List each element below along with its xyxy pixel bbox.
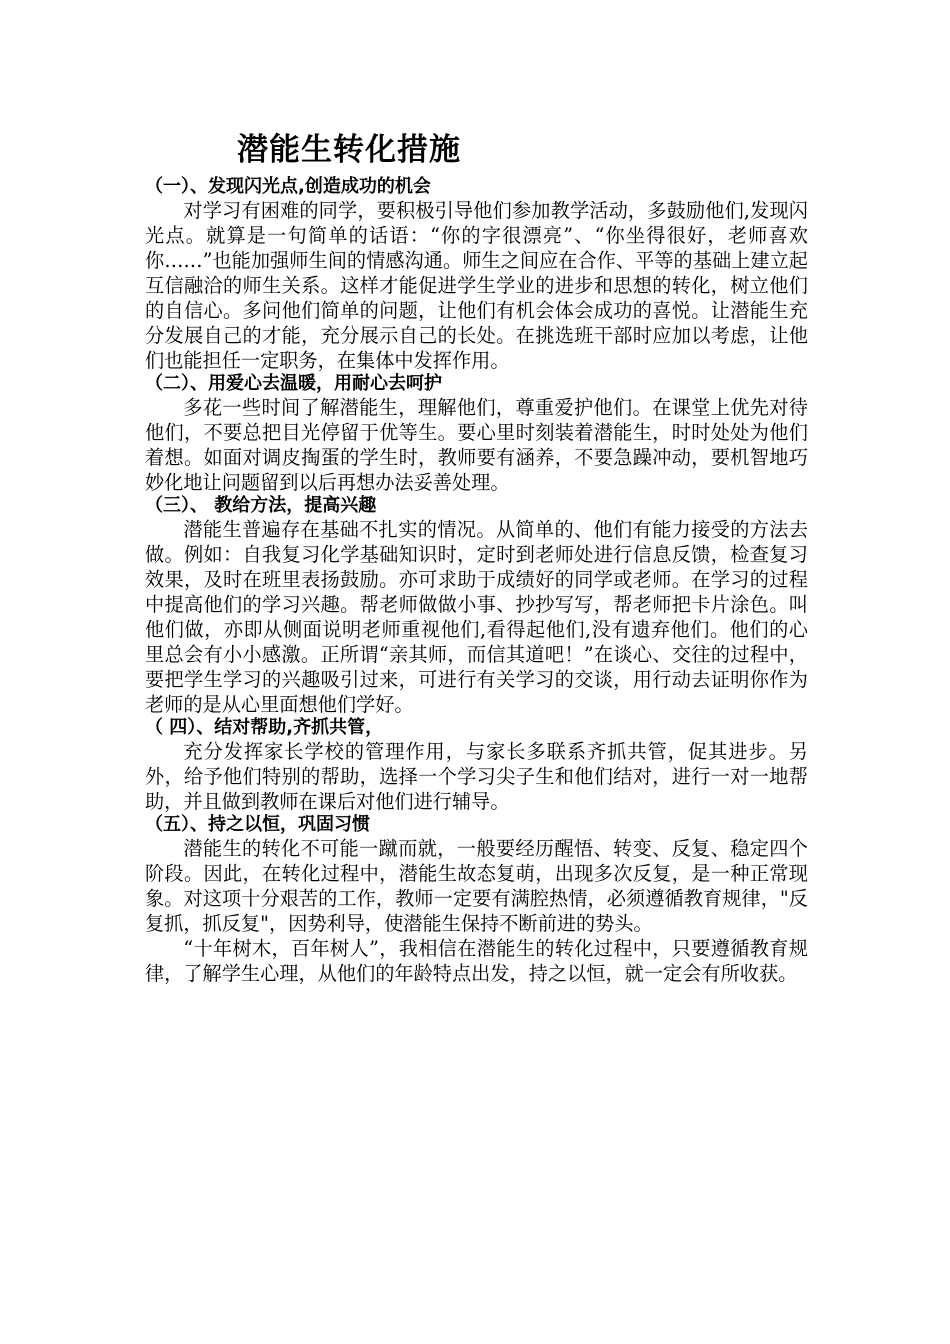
section-paragraph: 对学习有困难的同学，要积极引导他们参加教学活动，多鼓励他们,发现闪光点。就算是一句简单的话语：“你的字很漂亮”、“你坐得很好，老师喜欢你……”也能加强师生间的情感沟通。师生之间应在合作、平等的基础上建立起互信融洽的师生关系。这样才能促进学生学业的进步和思想的转化，树立他们的自信心。多问他们简单的问题，让他们有机会体会成功的喜悦。让潜能生充分发展自己的才能，充分展示自己的长处。在挑选班干部时应加以考虑，让他们也能担任一定职务，在集体中发挥作用。 [145,199,808,372]
section-3 [145,495,808,717]
section-5 [145,814,808,986]
closing-paragraph: “十年树木，百年树人”，我相信在潜能生的转化过程中，只要遵循教育规律，了解学生心理，从他们的年龄特点出发，持之以恒，就一定会有所收获。 [145,937,808,985]
section-1 [145,176,808,373]
section-heading: （三）、 教给方法，提高兴趣 [145,495,377,516]
section-paragraph: 充分发挥家长学校的管理作用，与家长多联系齐抓共管，促其进步。另外，给予他们特别的帮助，选择一个学习尖子生和他们结对，进行一对一地帮助，并且做到教师在课后对他们进行辅导。 [145,740,808,813]
section-heading: （一）、发现闪光点,创造成功的机会 [145,176,431,197]
document-body [145,128,808,986]
section-4 [145,717,808,814]
section-paragraph: 潜能生普遍存在基础不扎实的情况。从简单的、他们有能力接受的方法去做。例如：自我复习化学基础知识时，定时到老师处进行信息反馈，检查复习效果，及时在班里表扬鼓励。亦可求助于成绩好的同学或老师。在学习的过程中提高他们的学习兴趣。帮老师做做小事、抄抄写写，帮老师把卡片涂色。叫他们做，亦即从侧面说明老师重视他们,看得起他们,没有遗弃他们。他们的心里总会有小小感激。正所谓“亲其师，而信其道吧！”在谈心、交往的过程中，要把学生学习的兴趣吸引过来，可进行有关学习的交谈，用行动去证明你作为老师的是从心里面想他们学好。 [145,518,808,716]
page-title: 潜能生转化措施 [237,132,461,168]
section-2 [145,373,808,495]
section-paragraph: 多花一些时间了解潜能生，理解他们，尊重爱护他们。在课堂上优先对待他们，不要总把目光停留于优等生。要心里时刻装着潜能生，时时处处为他们着想。如面对调皮掏蛋的学生时，教师要有涵养，不要急躁冲动，要机智地巧妙化地让问题留到以后再想办法妥善处理。 [145,396,808,494]
section-heading: （五）、持之以恒，巩固习惯 [145,814,370,835]
section-paragraph: 潜能生的转化不可能一蹴而就，一般要经历醒悟、转变、反复、稳定四个阶段。因此，在转化过程中，潜能生故态复萌，出现多次反复，是一种正常现象。对这项十分艰苦的工作，教师一定要有满腔热情，必须遵循教育规律，"反复抓，抓反复"，因势利导，使潜能生保持不断前进的势头。 [145,837,808,935]
section-heading: （二）、用爱心去温暖，用耐心去呵护 [145,373,442,394]
section-heading: （ 四）、结对帮助,齐抓共管， [145,717,384,738]
